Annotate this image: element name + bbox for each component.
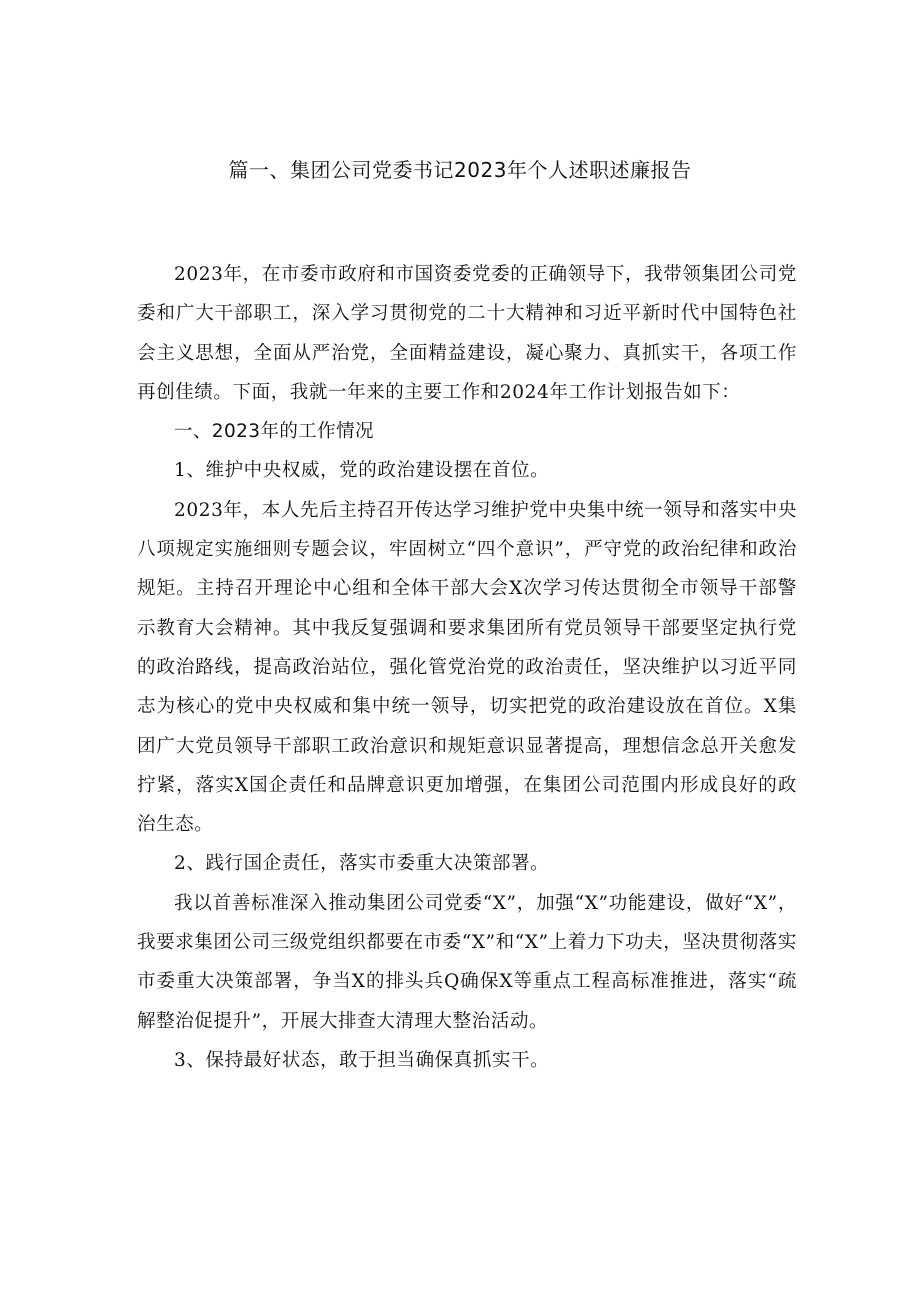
section-heading: 一、2023年的工作情况 [174,421,374,443]
item-3-heading: 3、保持最好状态，敢于担当确保真抓实干。 [174,1049,550,1071]
intro-paragraph: 2023年，在市委市政府和市国资委党委的正确领导下，我带领集团公司党委和广大干部职工，深入学习贯彻党的二十大精神和习近平新时代中国特色社会主义思想，全面从严治党，全面精益建设，凝心聚力、真抓实干，各项工作再创佳绩。下面，我就一年来的主要工作和2024年工作计划报告如下： [137,264,797,403]
item-1-paragraph: 2023年，本人先后主持召开传达学习维护党中央集中统一领导和落实中央八项规定实施细则专题会议，牢固树立“四个意识”，严守党的政治纪律和政治规矩。主持召开理论中心组和全体干部大会X次学习传达贯彻全市领导干部警示教育大会精神。其中我反复强调和要求集团所有党员领导干部要坚定执行党的政治路线，提高政治站位，强化管党治党的政治责任，坚决维护以习近平同志为核心的党中央权威和集中统一领导，切实把党的政治建设放在首位。X集团广大党员领导干部职工政治意识和规矩意识显著提高，理想信念总开关愈发拧紧，落实X国企责任和品牌意识更加增强，在集团公司范围内形成良好的政治生态。 [137,499,797,836]
document-body [137,255,797,1080]
item-2-heading: 2、践行国企责任，落实市委重大决策部署。 [174,853,550,875]
document-title: 篇一、集团公司党委书记2023年个人述职述廉报告 [228,158,692,182]
item-2-paragraph: 我以首善标准深入推动集团公司党委“X”，加强“X”功能建设，做好“X”，我要求集团公司三级党组织都要在市委“X”和“X”上着力下功夫，坚决贯彻落实市委重大决策部署，争当X的排头兵Q确保X等重点工程高标准推进，落实“疏解整治促提升”，开展大排查大清理大整治活动。 [137,892,797,1032]
item-1-heading: 1、维护中央权威，党的政治建设摆在首位。 [174,460,550,482]
